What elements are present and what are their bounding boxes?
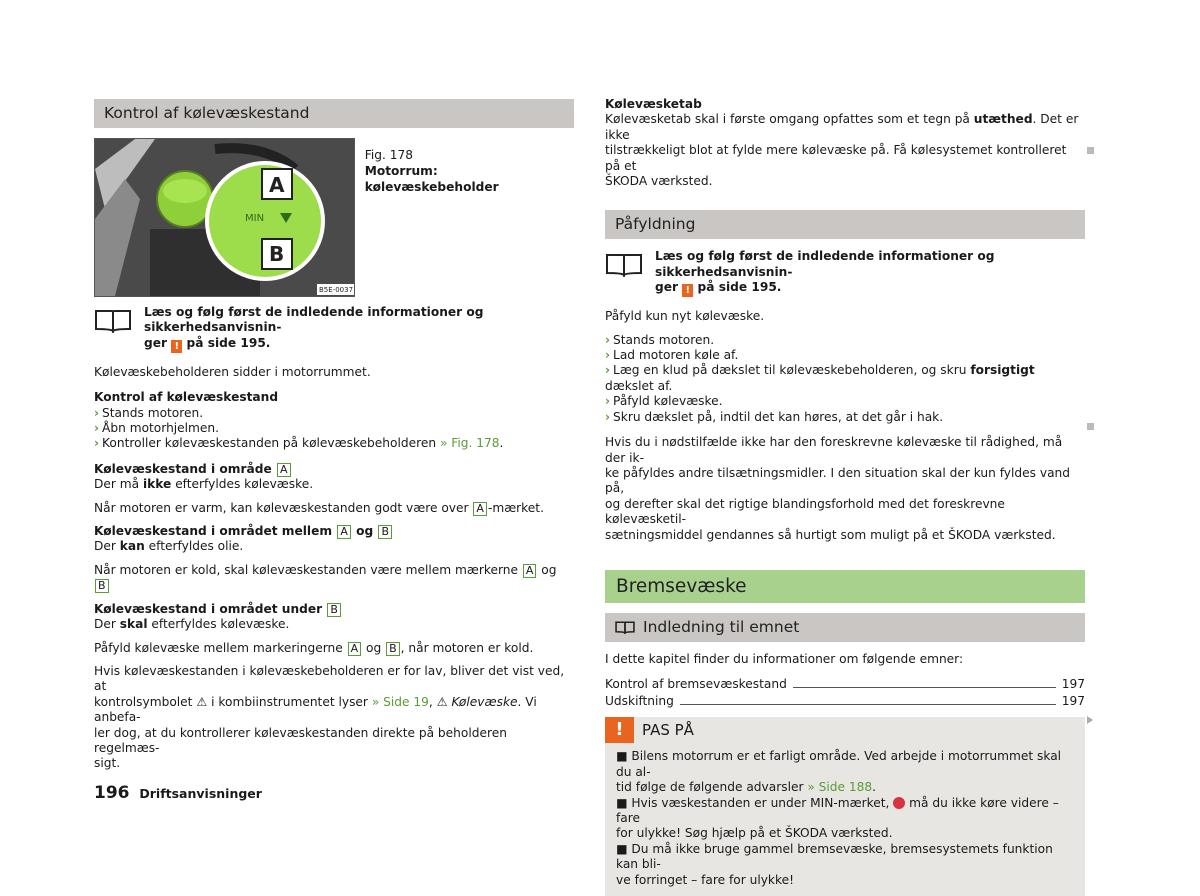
arrow-icon: ›: [605, 348, 611, 363]
marker-b: B: [95, 579, 109, 593]
caution-body: ■ Bilens motorrum er et farligt område. Ved arbejde i motorrummet skal du al- tid følge de følgende advarsler » Side 188. ■ Hvis væskestanden er under MIN-mærket, må du ikke køre videre – fare for ulykke! Søg hjælp på et ŠKODA værksted. ■ Du må ikke bruge gammel bremsevæske, bremsesystemets funktion kan bli- ve forringet – fare for ulykke!: [616, 749, 1062, 887]
zone-a-block: Kølevæskestand i område A Der må ikke efterfyldes kølevæske.: [94, 461, 314, 492]
arrow-icon: ›: [94, 421, 100, 436]
arrow-icon: ›: [605, 363, 611, 378]
figure-caption-block: [365, 138, 574, 297]
section-header-intro: Indledning til emnet: [605, 613, 1085, 642]
check-heading: Kontrol af kølevæskestand: [94, 390, 279, 405]
side-19-link[interactable]: » Side 19: [371, 694, 429, 709]
fill-intro: Påfyld kun nyt kølevæske.: [605, 309, 765, 324]
caution-box: [605, 717, 1085, 896]
marker-b: B: [386, 642, 400, 656]
toc-row[interactable]: Udskiftning 197: [605, 693, 1085, 708]
engine-coolant-reservoir-image: [94, 138, 355, 297]
toc-intro: I dette kapitel finder du informationer om følgende emner:: [605, 651, 964, 666]
figure-label-b: B: [269, 242, 285, 266]
figure-number: Fig. 178: [364, 148, 413, 162]
zone-b-block: Kølevæskestand i området under B Der skal efterfyldes kølevæske.: [94, 602, 574, 633]
list-item: › Stands motoren.: [94, 405, 204, 420]
list-item: › Skru dækslet på, indtil det kan høres, at det går i hak.: [605, 409, 944, 424]
section-header-filling: Påfyldning: [605, 210, 1085, 239]
arrow-icon: ›: [94, 405, 100, 420]
figure-caption: Motorrum: kølevæskebeholder: [364, 164, 499, 194]
fill-text: Påfyld kølevæske mellem markeringerne A og B , når motoren er kold.: [94, 640, 534, 655]
marker-a: A: [523, 564, 537, 578]
marker-a: A: [277, 463, 291, 477]
coolant-warning-icon: ⚠: [196, 694, 208, 709]
book-icon: [615, 620, 635, 634]
coolant-symbol-icon: ⚠: [436, 694, 448, 709]
coolant-loss-block: Kølevæsketab Kølevæsketab skal i første omgang opfattes som et tegn på utæthed. Det er ikke tilstrækkeligt blot at fylde mere kølevæske på. Få kølesystemet kontrolleret på et ŠKODA værksted.: [605, 97, 1085, 189]
caution-header: [605, 717, 1085, 743]
right-column: [605, 97, 1085, 896]
book-icon: [94, 307, 132, 333]
section-header-coolant-check: Kontrol af kølevæskestand: [94, 99, 574, 128]
list-item: › Lad motoren køle af.: [605, 348, 739, 363]
stop-icon: [893, 797, 905, 809]
marker-a: A: [337, 525, 351, 539]
footer-section: Driftsanvisninger: [139, 786, 262, 801]
list-item: › Påfyld kølevæske.: [605, 394, 723, 409]
arrow-icon: ›: [605, 394, 611, 409]
warning-icon: !: [682, 284, 693, 297]
coolant-loss-heading: Kølevæsketab: [605, 97, 702, 111]
list-item: › Kontroller kølevæskestanden på kølevæskebeholderen » Fig. 178.: [94, 436, 504, 451]
engine-bay-illustration: [95, 139, 355, 296]
toc-list: [605, 675, 1085, 709]
marker-b: B: [378, 525, 392, 539]
cold-engine-text: Når motoren er kold, skal kølevæskestanden være mellem mærkerne A og B: [94, 562, 557, 593]
marker-a: A: [473, 502, 487, 516]
warm-engine-text: Når motoren er varm, kan kølevæskestanden godt være over A -mærket.: [94, 500, 544, 515]
end-of-section-marker: [1087, 147, 1094, 154]
read-first-text: Læs og følg først de indledende informationer og sikkerhedsanvisnin- ger ! på side 195.: [144, 305, 484, 352]
figure-code: B5E-0037: [319, 286, 354, 294]
left-column: [94, 99, 574, 772]
chapter-header-brake-fluid: Bremsevæske: [605, 570, 1085, 603]
min-marker-text: MIN: [245, 213, 265, 224]
arrow-icon: ›: [605, 409, 611, 424]
page-number: 196: [94, 783, 130, 803]
fig-178-link[interactable]: » Fig. 178: [439, 436, 500, 451]
toc-row[interactable]: Kontrol af bremsevæskestand 197: [605, 676, 1085, 691]
arrow-icon: ›: [605, 332, 611, 347]
marker-b: B: [327, 603, 341, 617]
arrow-icon: ›: [94, 436, 100, 451]
figure-178: [94, 138, 574, 297]
zone-ab-block: Kølevæskestand i området mellem A og B Der kan efterfyldes olie.: [94, 524, 574, 555]
page-footer: [94, 783, 262, 803]
caution-icon: !: [605, 717, 634, 743]
warning-icon: !: [171, 340, 182, 353]
end-of-section-marker: [1087, 423, 1094, 430]
marker-a: A: [348, 642, 362, 656]
read-first-notice: [94, 305, 574, 353]
list-item: › Åbn motorhjelmen.: [94, 421, 220, 436]
caution-title: PAS PÅ: [642, 720, 694, 739]
continue-arrow-icon: [1087, 716, 1093, 724]
figure-label-a: A: [269, 173, 285, 197]
read-first-text: Læs og følg først de indledende informationer og sikkerhedsanvisnin- ger ! på side 195.: [655, 249, 995, 297]
list-item: › Stands motoren.: [605, 332, 715, 347]
fill-steps: [605, 333, 1085, 425]
read-first-notice: [605, 249, 1085, 297]
list-item: › Læg en klud på dækslet til kølevæskebeholderen, og skru forsigtigt dækslet af.: [605, 363, 1035, 393]
check-procedure: [94, 390, 574, 452]
emergency-paragraph: Hvis du i nødstilfælde ikke har den foreskrevne kølevæske til rådighed, må der ik- ke påfyldes andre tilsætningsmidler. I den situation skal der kun fyldes vand på, og derefter skal det rigtige blandingsforhold med det foreskrevne kølevæsketil- sætningsmiddel gendannes så hurtigt som muligt på et ŠKODA værksted.: [605, 435, 1071, 542]
book-icon: [605, 251, 643, 277]
low-level-paragraph: Hvis kølevæskestanden i kølevæskebeholderen er for lav, bliver det vist ved, at kontrolsymbolet ⚠ i kombiinstrumentet lyser » Side 19, ⚠ Kølevæske. Vi anbefa- ler dog, at du kontrollerer kølevæskestanden direkte på beholderen regelmæs- sigt.: [94, 663, 565, 771]
intro-text: Kølevæskebeholderen sidder i motorrummet.: [94, 364, 371, 379]
side-188-link[interactable]: » Side 188: [807, 780, 873, 795]
